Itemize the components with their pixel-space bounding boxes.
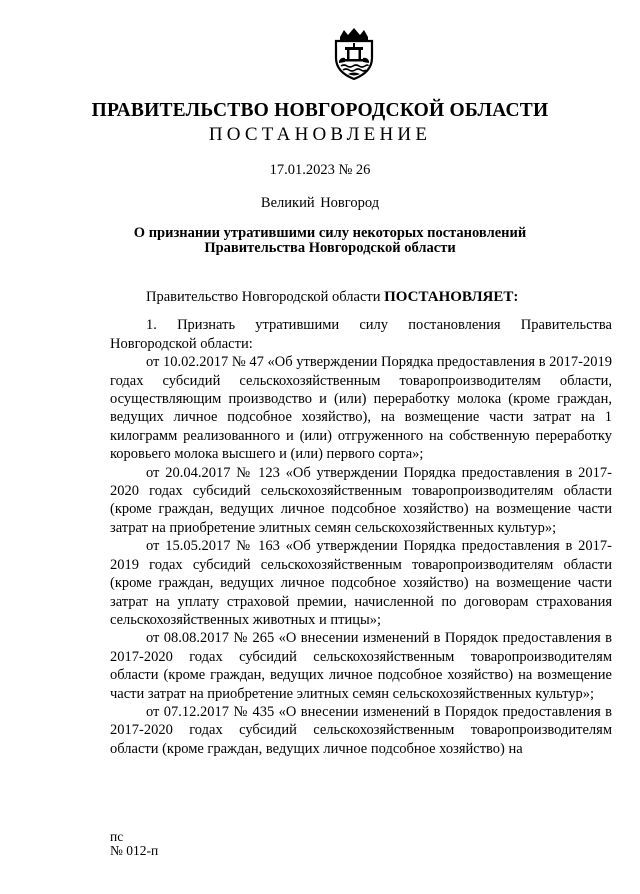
paragraph-item-1: 1. Признать утратившими силу постановления Правительства Новгородской области: [110,317,612,352]
document-body [110,288,612,758]
paragraph-resolution-47: от 10.02.2017 № 47 «Об утверждении Порядка предоставления в 2017-2019 годах субсидий сельскохозяйственным товаропроизводителям области, осуществляющим производство и (или) переработку молока (кроме граждан, ведущих личное подсобное хозяйство), на возмещение части затрат на 1 килограмм реализованного и (или) отгруженного на собственную переработку коровьего молока высшего и (или) первого сорта»; [110,354,612,463]
document-date-number: 17.01.2023 № 26 [269,162,371,178]
footer-initials: пс [110,829,124,844]
document-subject [100,226,560,256]
document-type: ПОСТАНОВЛЕНИЕ [208,124,432,145]
paragraph-resolution-123: от 20.04.2017 № 123 «Об утверждении Порядка предоставления в 2017-2020 годах субсидий сельскохозяйственным товаропроизводителям области (кроме граждан, ведущих личное подсобное хозяйство) на возмещение части затрат на приобретение элитных семян сельскохозяйственных культур»; [110,464,612,536]
government-title: ПРАВИТЕЛЬСТВО НОВГОРОДСКОЙ ОБЛАСТИ [91,100,549,121]
paragraph-resolution-265: от 08.08.2017 № 265 «О внесении изменений в Порядок предоставления в 2017-2020 годах субсидий сельскохозяйственным товаропроизводителям области (кроме граждан, ведущих личное подсобное хозяйство) на возмещение части затрат на приобретение элитных семян сельскохозяйственных культур»; [110,630,612,702]
paragraph-resolution-163: от 15.05.2017 № 163 «Об утверждении Порядка предоставления в 2017-2019 годах субсидий сельскохозяйственным товаропроизводителям области (кроме граждан, ведущих личное подсобное хозяйство) на возмещение части затрат на уплату страховой премии, начисленной по договорам страхования сельскохозяйственных животных и птицы»; [110,538,612,628]
footer-registry-number: № 012-п [110,843,159,858]
preamble [110,288,612,306]
preamble-text: Правительство Новгородской области [146,289,385,305]
paragraph-resolution-435: от 07.12.2017 № 435 «О внесении изменений в Порядок предоставления в 2017-2020 годах субсидий сельскохозяйственным товаропроизводителям области (кроме граждан, ведущих личное подсобное хозяйство) на [110,703,612,757]
document-city: Великий Новгород [260,195,380,211]
document-footer [110,830,158,858]
subject-line-1: О признании утратившими силу некоторых постановлений [133,225,527,241]
subject-line-2: Правительства Новгородской области [204,240,456,256]
novgorod-coat-of-arms-icon [332,28,376,80]
preamble-decree: ПОСТАНОВЛЯЕТ: [384,289,519,305]
